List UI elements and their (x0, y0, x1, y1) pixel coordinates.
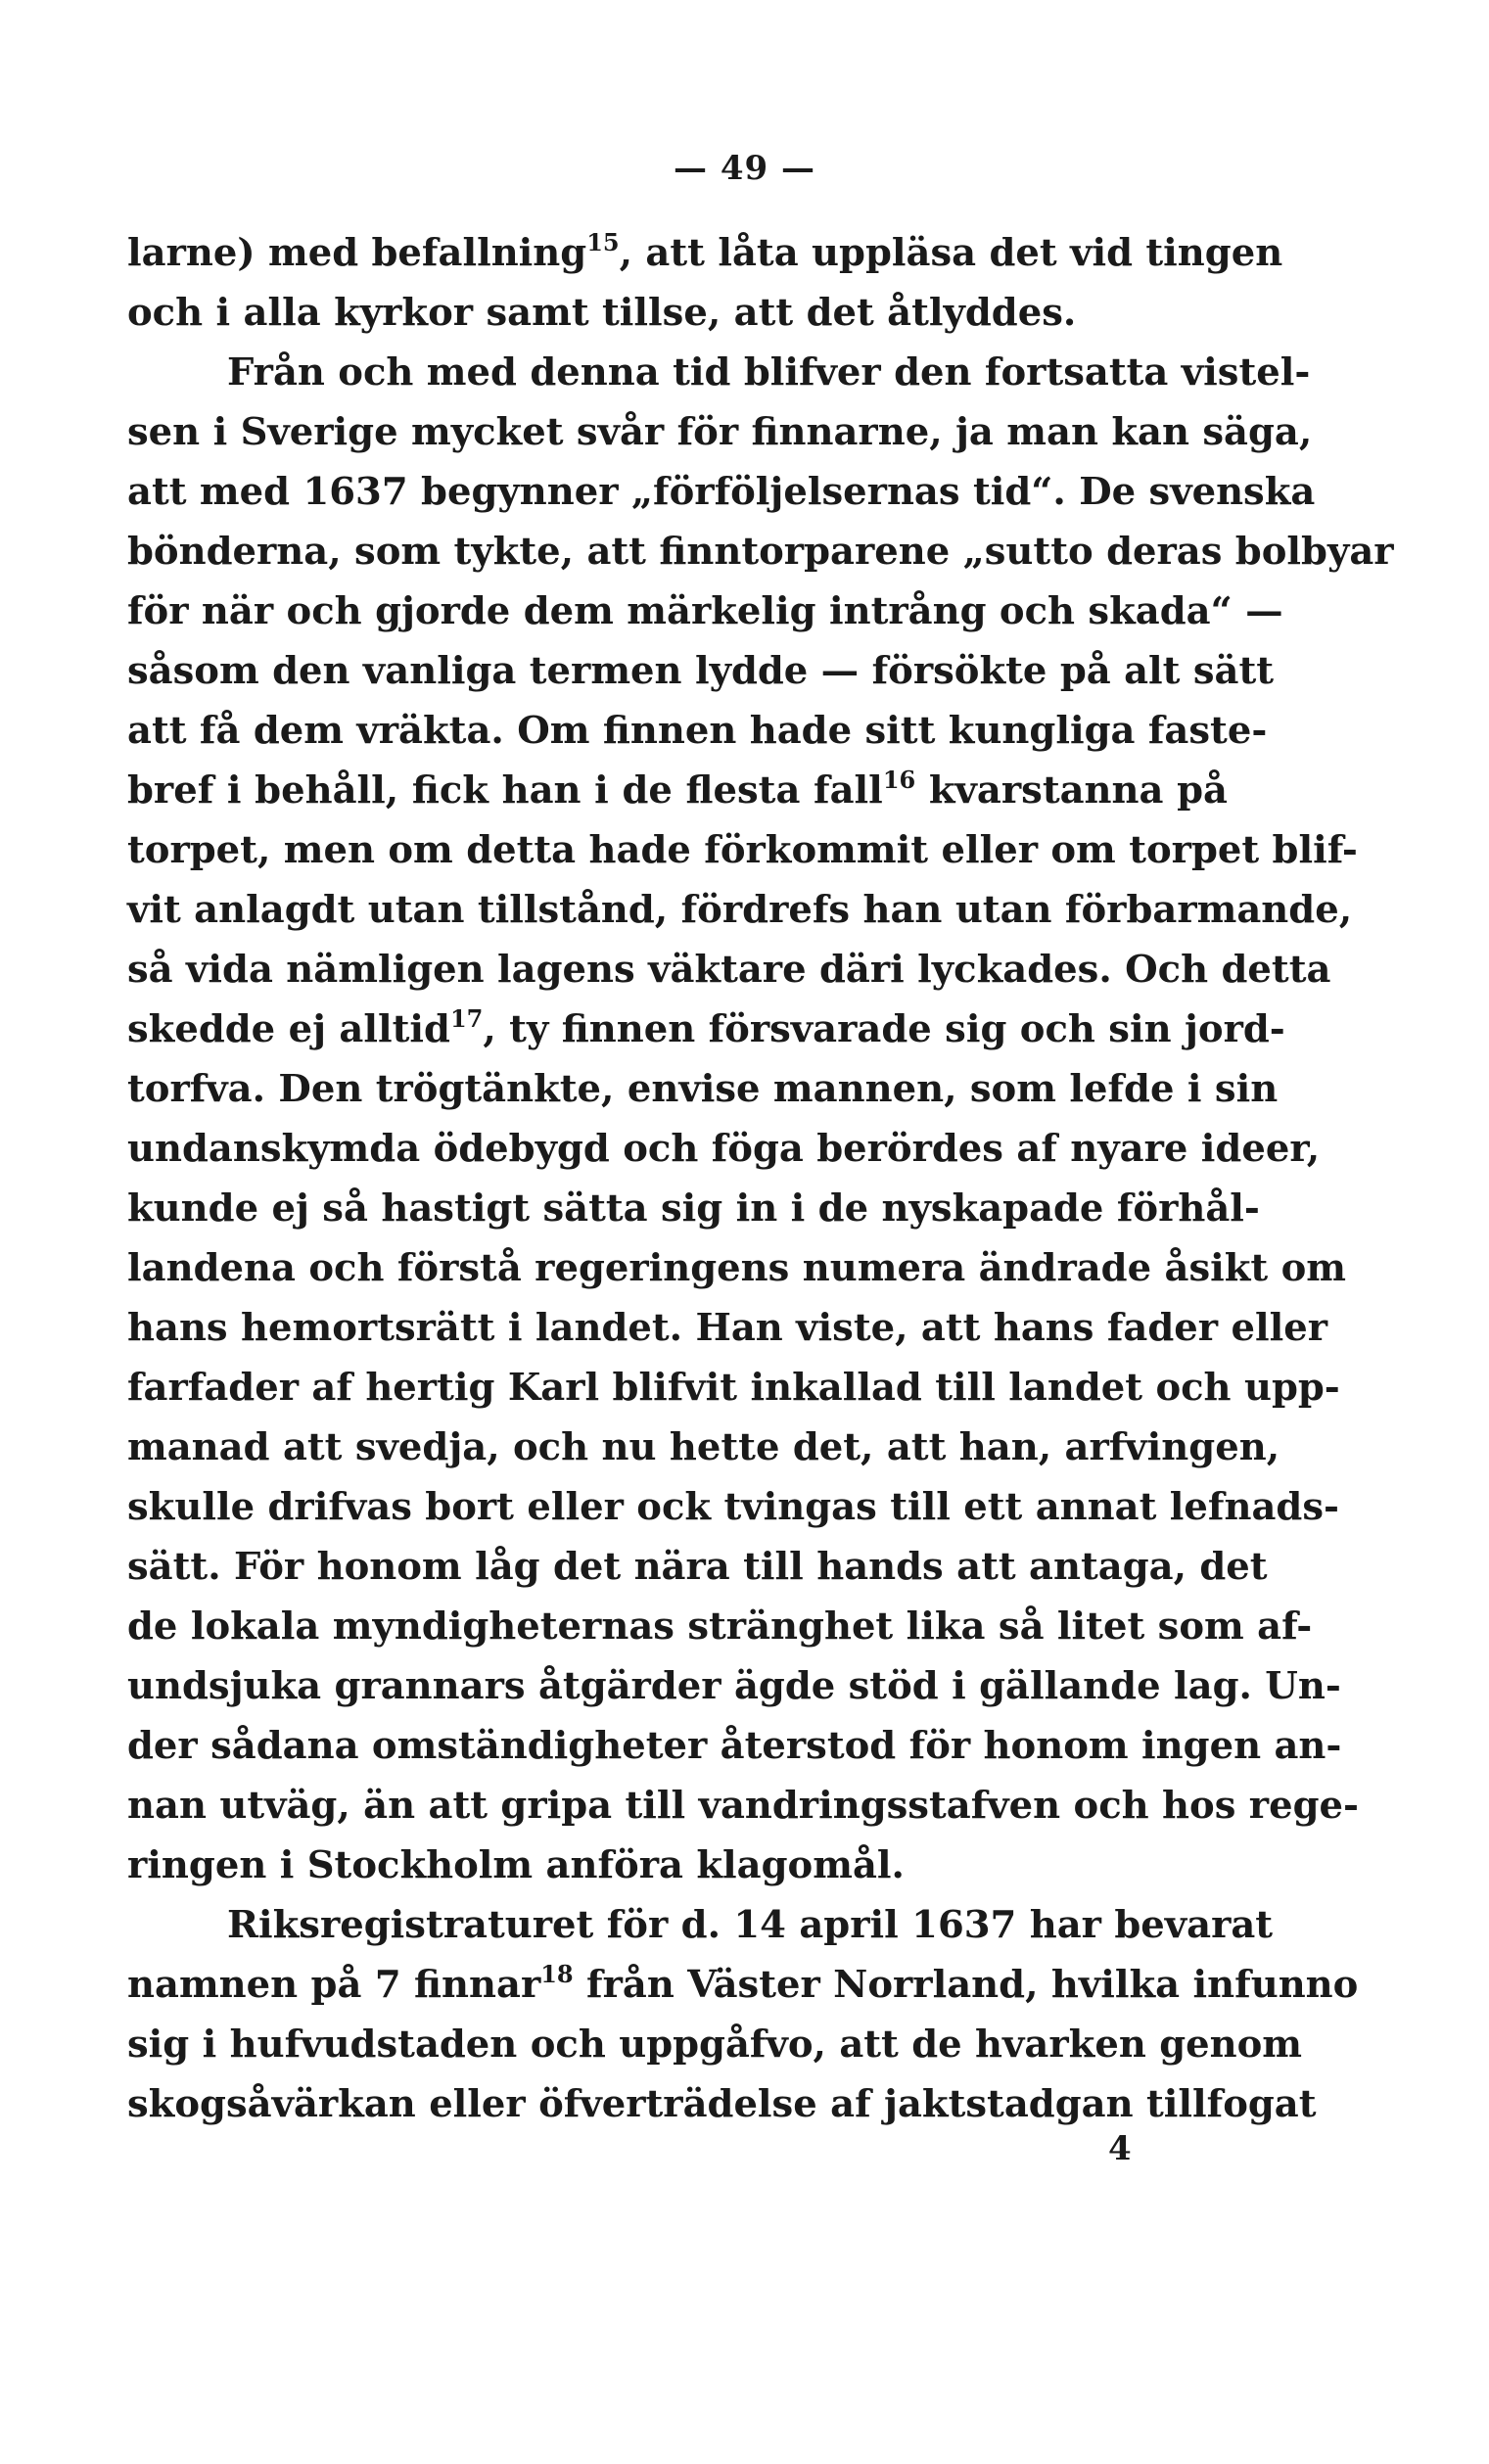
text-segment: , att låta uppläsa det vid tingen (619, 231, 1283, 275)
text-line (127, 462, 1316, 522)
text-line (127, 880, 1353, 940)
text-line (127, 1418, 1280, 1477)
text-line (127, 1119, 1321, 1179)
text-segment: Från och med denna tid blifver den fortsatta vistel- (227, 350, 1311, 395)
text-segment: sig i hufvudstaden och uppgåfvo, att de hvarken genom (127, 2022, 1303, 2067)
text-line (127, 1059, 1279, 1119)
text-segment: skedde ej alltid (127, 1007, 450, 1051)
footnote-ref: 18 (540, 1960, 574, 1988)
text-line (127, 1836, 1228, 1895)
signature-mark: 4 (1108, 2129, 1132, 2168)
text-segment: så vida nämligen lagens väktare däri lyckades. Och detta (127, 948, 1331, 992)
text-segment: de lokala myndigheternas stränghet lika så litet som af- (127, 1604, 1313, 1649)
text-line (127, 701, 1268, 761)
text-line (127, 581, 1283, 641)
text-segment: ringen i Stockholm anföra klagomål. (127, 1843, 905, 1887)
text-line (127, 820, 1358, 880)
text-segment: vit anlagdt utan tillstånd, fördrefs han utan förbarmande, (127, 888, 1353, 932)
text-line (127, 761, 1228, 820)
text-line (127, 1955, 1359, 2015)
text-segment: att med 1637 begynner „förföljelsernas tid“. De svenska (127, 470, 1316, 514)
text-line (127, 1000, 1285, 1059)
text-line (127, 1597, 1313, 1656)
text-segment: att få dem vräkta. Om finnen hade sitt kungliga faste- (127, 709, 1268, 753)
text-line (127, 1238, 1347, 1298)
text-line (127, 1179, 1260, 1238)
text-segment: undanskymda ödebygd och föga berördes af nyare ideer, (127, 1127, 1321, 1171)
text-segment: larne) med befallning (127, 231, 587, 275)
text-segment: kunde ej så hastigt sätta sig in i de nyskapade förhål- (127, 1186, 1260, 1231)
text-segment: sen i Sverige mycket svår för finnarne, ja man kan säga, (127, 410, 1313, 454)
text-segment: der sådana omständigheter återstod för honom ingen an- (127, 1724, 1342, 1768)
text-line (127, 522, 1394, 581)
text-line (127, 1895, 1274, 1955)
text-segment: manad att svedja, och nu hette det, att han, arfvingen, (127, 1425, 1280, 1469)
text-line (127, 1298, 1327, 1358)
text-segment: skogsåvärkan eller öfverträdelse af jaktstadgan tillfogat (127, 2082, 1317, 2126)
text-segment: farfader af hertig Karl blifvit inkallad till landet och upp- (127, 1366, 1340, 1410)
text-segment: bönderna, som tykte, att finntorparene „sutto deras bolbyar (127, 530, 1394, 574)
text-line (127, 402, 1313, 462)
text-line (127, 641, 1275, 701)
text-segment: undsjuka grannars åtgärder ägde stöd i gällande lag. Un- (127, 1664, 1341, 1708)
text-segment: skulle drifvas bort eller ock tvingas till ett annat lefnads- (127, 1485, 1339, 1529)
text-segment: kvarstanna på (915, 768, 1228, 813)
text-segment: nan utväg, än att gripa till vandringsstafven och hos rege- (127, 1784, 1359, 1828)
text-segment: landena och förstå regeringens numera ändrade åsikt om (127, 1246, 1347, 1290)
text-line (127, 223, 1283, 283)
text-line (127, 1716, 1342, 1776)
text-line (127, 940, 1331, 1000)
text-segment: namnen på 7 finnar (127, 1963, 541, 2007)
footnote-ref: 16 (882, 766, 916, 794)
text-segment: såsom den vanliga termen lydde — försökte på alt sätt (127, 649, 1275, 693)
text-line (127, 1358, 1340, 1418)
footnote-ref: 17 (449, 1004, 484, 1033)
body-text (127, 223, 1394, 2134)
text-line (127, 283, 1228, 343)
text-line (127, 1656, 1341, 1716)
footnote-ref: 15 (586, 228, 620, 256)
text-line (127, 2015, 1303, 2074)
text-segment: sätt. För honom låg det nära till hands att antaga, det (127, 1545, 1268, 1589)
text-segment: torpet, men om detta hade förkommit eller om torpet blif- (127, 828, 1358, 872)
text-segment: , ty finnen försvarade sig och sin jord- (483, 1007, 1285, 1051)
text-segment: från Väster Norrland, hvilka infunno (573, 1963, 1359, 2007)
text-line (127, 1477, 1339, 1537)
text-line (127, 1776, 1359, 1836)
text-segment: Riksregistraturet för d. 14 april 1637 har bevarat (227, 1903, 1274, 1947)
text-line (127, 1537, 1268, 1597)
text-line (127, 343, 1311, 402)
text-segment: torfva. Den trögtänkte, envise mannen, som lefde i sin (127, 1067, 1279, 1111)
text-line (127, 2074, 1317, 2134)
page-number: — 49 — (674, 149, 815, 188)
text-segment: och i alla kyrkor samt tillse, att det åtlyddes. (127, 291, 1077, 335)
text-segment: för när och gjorde dem märkelig intrång och skada“ — (127, 589, 1283, 633)
text-segment: bref i behåll, fick han i de flesta fall (127, 768, 883, 813)
text-segment: hans hemortsrätt i landet. Han viste, att hans fader eller (127, 1306, 1327, 1350)
